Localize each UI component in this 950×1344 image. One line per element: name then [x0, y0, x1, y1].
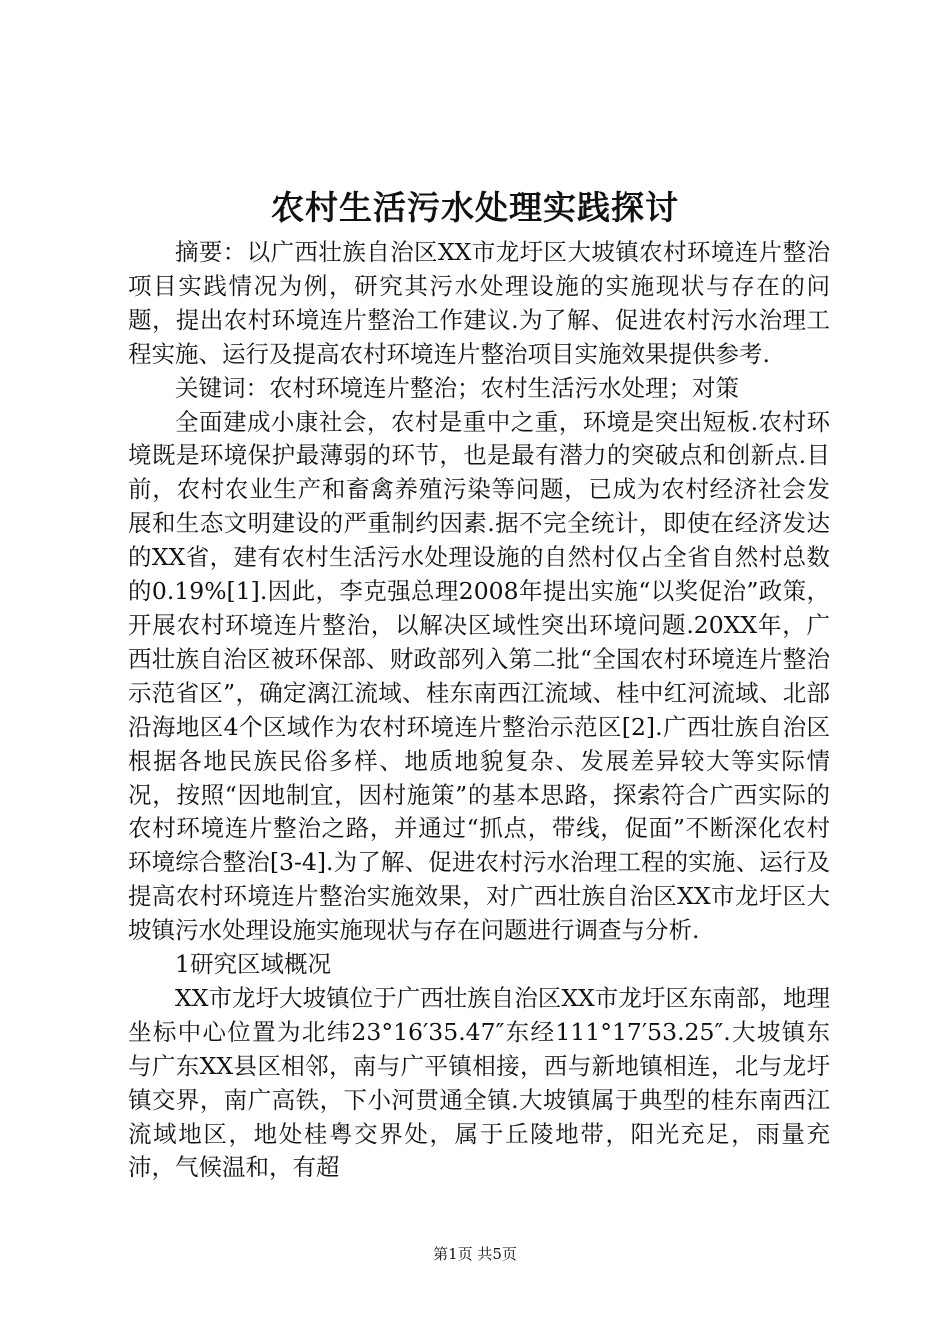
section-paragraph: XX市龙圩大坡镇位于广西壮族自治区XX市龙圩区东南部，地理坐标中心位置为北纬23°16′35.47″东经111°17′53.25″.大坡镇东与广东XX县区相邻，南与广平镇相接，西与新地镇相连，北与龙圩镇交界，南广高铁，下小河贯通全镇.大坡镇属于典型的桂东南西江流域地区，地处桂粤交界处，属于丘陵地带，阳光充足，雨量充沛，气候温和，有超	[128, 983, 830, 1182]
document-title: 农村生活污水处理实践探讨	[271, 188, 679, 227]
introduction-paragraph: 全面建成小康社会，农村是重中之重，环境是突出短板.农村环境既是环境保护最薄弱的环节，也是最有潜力的突破点和创新点.目前，农村农业生产和畜禽养殖污染等问题，已成为农村经济社会发展和生态文明建设的严重制约因素.据不完全统计，即使在经济发达的XX省，建有农村生活污水处理设施的自然村仅占全省自然村总数的0.19%[1].因此，李克强总理2008年提出实施“以奖促治”政策，开展农村环境连片整治，以解决区域性突出环境问题.20XX年，广西壮族自治区被环保部、财政部列入第二批“全国农村环境连片整治示范省区”，确定漓江流域、桂东南西江流域、桂中红河流域、北部沿海地区4个区域作为农村环境连片整治示范区[2].广西壮族自治区根据各地民族民俗多样、地质地貌复杂、发展差异较大等实际情况，按照“因地制宜，因村施策”的基本思路，探索符合广西实际的农村环境连片整治之路，并通过“抓点，带线，促面”不断深化农村环境综合整治[3-4].为了解、促进农村污水治理工程的实施、运行及提高农村环境连片整治实施效果，对广西壮族自治区XX市龙圩区大坡镇污水处理设施实施现状与存在问题进行调查与分析.	[128, 407, 830, 945]
document-body	[128, 236, 830, 1185]
section-heading: 1研究区域概况	[175, 950, 331, 979]
keywords-paragraph: 关键词：农村环境连片整治；农村生活污水处理；对策	[175, 373, 739, 402]
page-footer: 第1页 共5页	[433, 1245, 517, 1263]
abstract-paragraph: 摘要：以广西壮族自治区XX市龙圩区大坡镇农村环境连片整治项目实践情况为例，研究其污水处理设施的实施现状与存在的问题，提出农村环境连片整治工作建议.为了解、促进农村污水治理工程实施、运行及提高农村环境连片整治项目实施效果提供参考.	[128, 238, 830, 368]
